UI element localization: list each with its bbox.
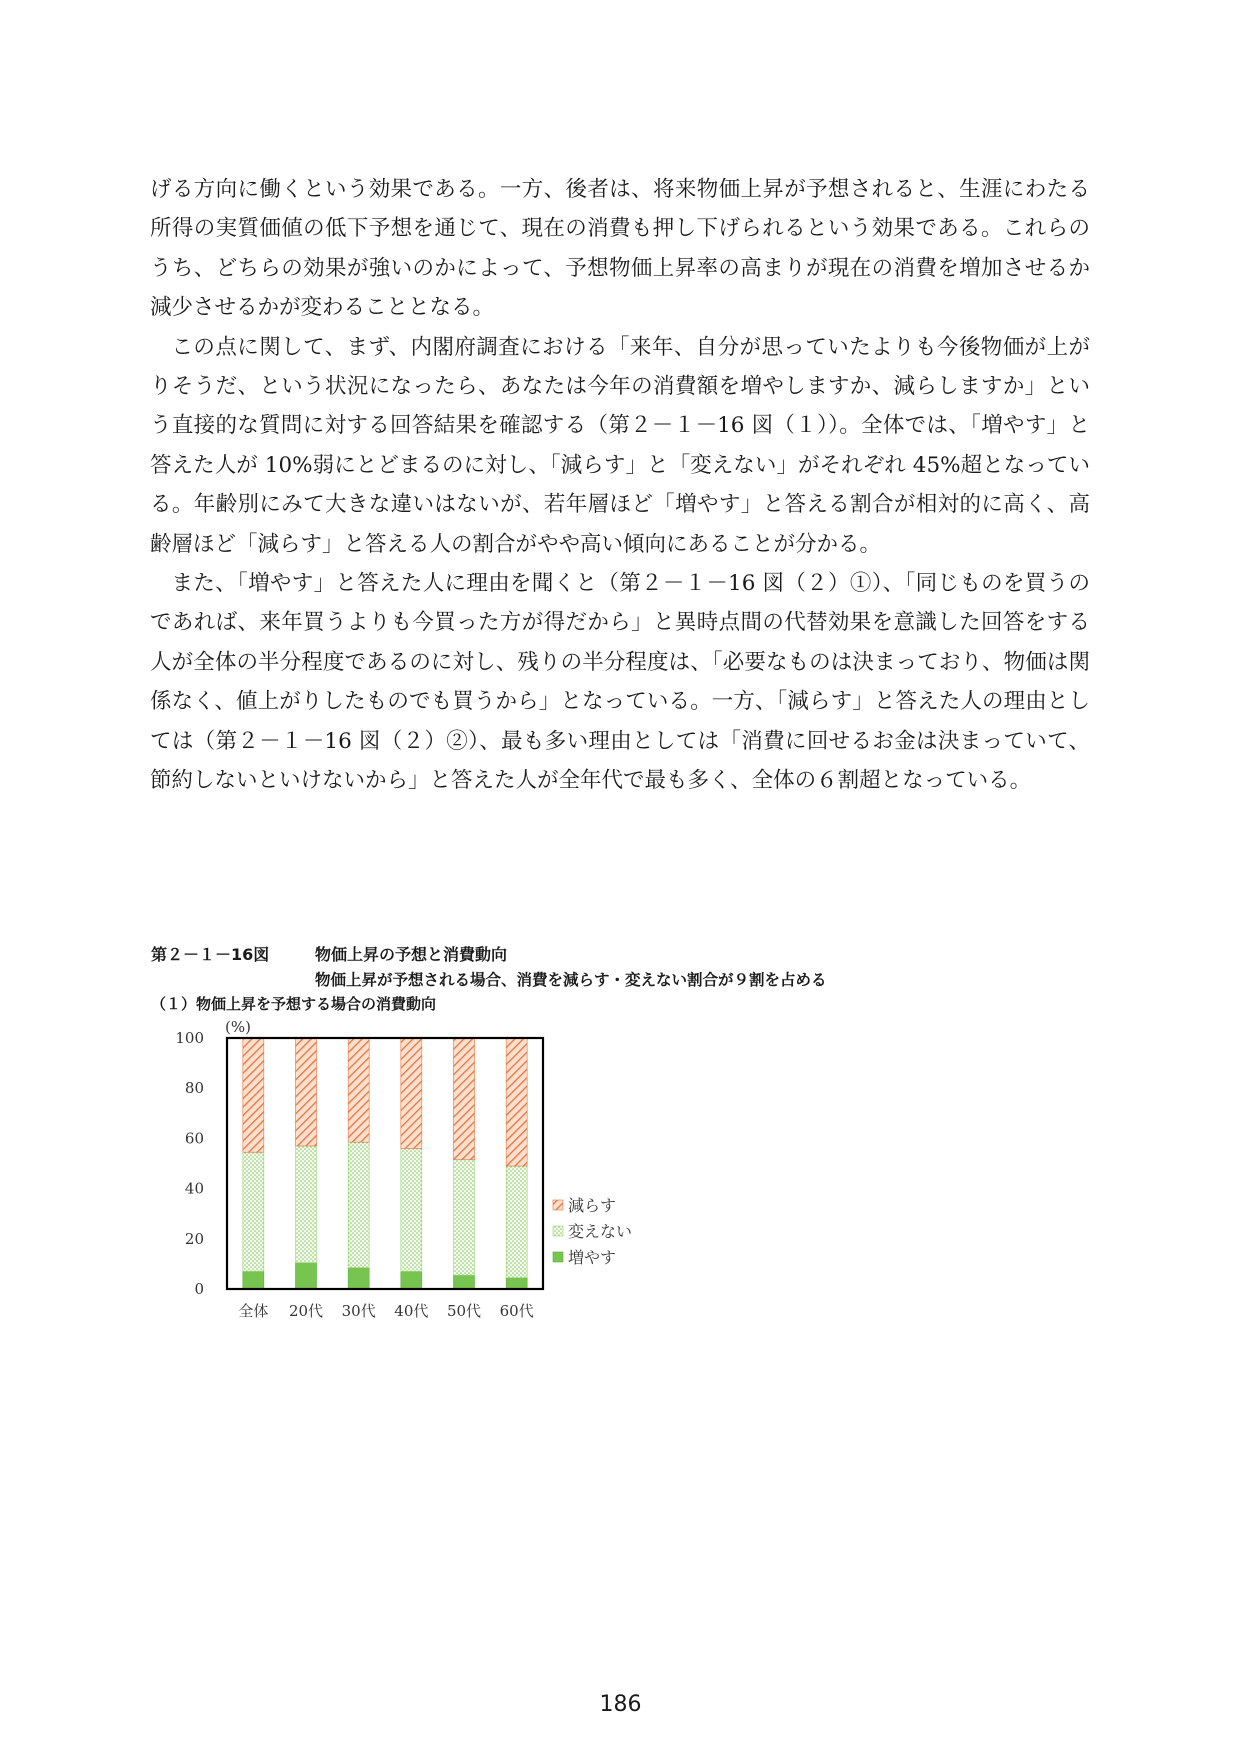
bar-60代-変えない: [506, 1166, 527, 1278]
x-tick-label: 50代: [446, 1302, 482, 1320]
y-tick-label: 80: [184, 1079, 204, 1098]
bar-40代-減らす: [401, 1038, 422, 1148]
legend-swatch: [553, 1226, 563, 1236]
bar-20代-変えない: [296, 1146, 317, 1263]
y-axis-unit: (%): [225, 1018, 251, 1036]
bar-50代-増やす: [454, 1275, 475, 1289]
bar-60代-減らす: [506, 1038, 527, 1166]
legend-swatch: [553, 1252, 563, 1262]
bar-40代-変えない: [401, 1148, 422, 1271]
legend-label: 増やす: [568, 1248, 617, 1267]
legend-label: 減らす: [568, 1196, 617, 1215]
bar-50代-減らす: [454, 1038, 475, 1160]
y-tick-label: 40: [184, 1179, 204, 1198]
y-tick-label: 100: [175, 1029, 204, 1047]
bar-50代-変えない: [454, 1160, 475, 1275]
bar-30代-増やす: [348, 1268, 369, 1289]
page-number: 186: [599, 1692, 642, 1717]
legend-label: 変えない: [568, 1222, 633, 1241]
plot-frame: [227, 1038, 543, 1289]
figure-subtitle: 物価上昇が予想される場合、消費を減らす・変えない割合が９割を占める: [315, 971, 827, 989]
x-tick-label: 60代: [499, 1302, 534, 1320]
x-tick-label: 30代: [341, 1302, 376, 1320]
bar-全体-減らす: [243, 1038, 264, 1152]
x-tick-label: 40代: [394, 1302, 429, 1320]
bar-20代-増やす: [296, 1263, 317, 1289]
bar-20代-減らす: [296, 1038, 317, 1146]
figure-label: 第２－１－16図: [151, 945, 270, 964]
y-tick-label: 0: [194, 1280, 204, 1298]
paragraph-3: また、「増やす」と答えた人に理由を聞くと（第２－１－16 図（２）①）、「同じものを買うのであれば、来年買うよりも今買った方が得だから」と異時点間の代替効果を意識した回答をする人が全体の半分程度であるのに対し、残りの半分程度は、「必要なものは決まっており、物価は関係なく、値上がりしたものでも買うから」となっている。一方、「減らす」と答えた人の理由としては（第２－１－16 図（２）②）、最も多い理由としては「消費に回せるお金は決まっていて、節約しないといけないから」と答えた人が全年代で最も多く、全体の６割超となっている。: [150, 571, 1090, 794]
bar-60代-増やす: [506, 1278, 527, 1289]
legend-swatch: [553, 1200, 563, 1210]
bar-全体-増やす: [243, 1271, 264, 1289]
bar-30代-変えない: [348, 1142, 369, 1268]
figure-title: 物価上昇の予想と消費動向: [315, 945, 508, 964]
x-tick-label: 全体: [238, 1302, 269, 1320]
paragraph-1: げる方向に働くという効果である。一方、後者は、将来物価上昇が予想されると、生涯にわたる所得の実質価値の低下予想を通じて、現在の消費も押し下げられるという効果である。これらのうち、どちらの効果が強いのかによって、予想物価上昇率の高まりが現在の消費を増加させるか減少させるかが変わることとなる。: [150, 177, 1090, 321]
bar-40代-増やす: [401, 1271, 422, 1289]
bar-30代-減らす: [348, 1038, 369, 1142]
paragraph-2: この点に関して、まず、内閣府調査における「来年、自分が思っていたよりも今後物価が上がりそうだ、という状況になったら、あなたは今年の消費額を増やしますか、減らしますか」という直接的な質問に対する回答結果を確認する（第２－１－16 図（１））。全体では、「増やす」と答えた人が 10%弱にとどまるのに対し、「減らす」と「変えない」がそれぞれ 45%超となっている。年齢別にみて大きな違いはないが、若年層ほど「増やす」と答える割合が相対的に高く、高齢層ほど「減らす」と答える人の割合がやや高い傾向にあることが分かる。: [150, 334, 1090, 557]
x-tick-label: 20代: [288, 1302, 324, 1320]
y-tick-label: 60: [184, 1129, 204, 1148]
y-tick-label: 20: [184, 1229, 204, 1248]
bar-全体-変えない: [243, 1152, 264, 1271]
panel-title: （１）物価上昇を予想する場合の消費動向: [151, 995, 437, 1013]
